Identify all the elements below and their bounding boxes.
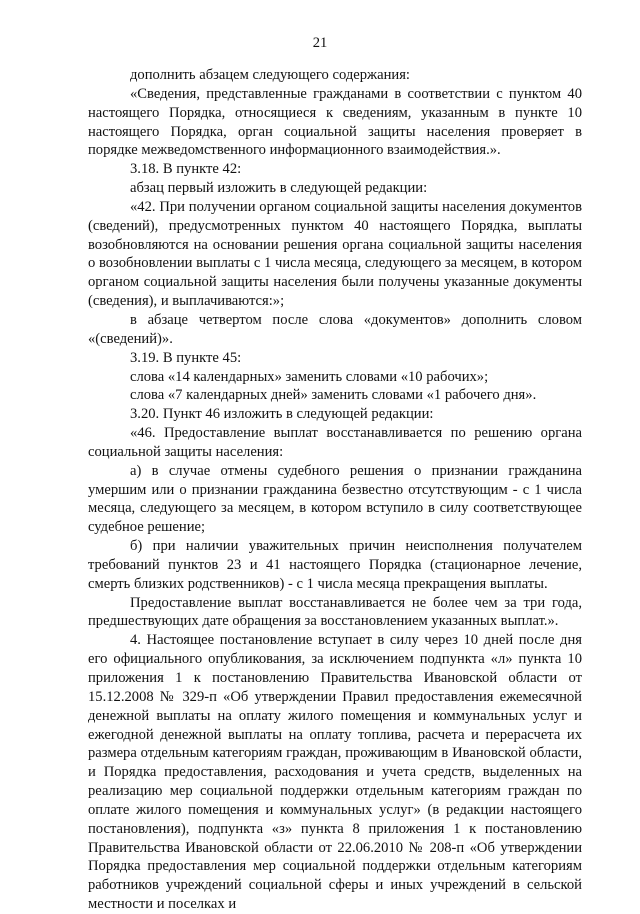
document-body: [88, 66, 582, 914]
paragraph: «46. Предоставление выплат восстанавливается по решению органа социальной защиты населения:: [88, 425, 582, 460]
paragraph: б) при наличии уважительных причин неисполнения получателем требований пунктов 23 и 41 настоящего Порядка (стационарное лечение, смерть близких родственников) - с 1 числа месяца прекращения выплаты.: [88, 538, 582, 592]
paragraph: 3.18. В пункте 42:: [130, 161, 242, 178]
paragraph: 4. Настоящее постановление вступает в силу через 10 дней после дня его официального опубликования, за исключением подпункта «л» пункта 10 приложения 1 к постановлению Правительства Ивановской области от 15.12.2008 № 329-п «Об утверждении Правил предоставления ежемесячной денежной выплаты на оплату жилого помещения и коммунальных услуг и ежегодной денежной выплаты на оплату топлива, расчета и перерасчета их размера отдельным категориям граждан, проживающим в Ивановской области, и Порядка предоставления, расходования и учета средств, выделенных на реализацию мер социальной поддержки отдельным категориям граждан по оплате жилого помещения и коммунальных услуг» (в редакции настоящего постановления), подпункта «з» пункта 8 приложения 1 к постановлению Правительства Ивановской области от 22.06.2010 № 208-п «Об утверждении Порядка предоставления мер социальной поддержки отдельным категориям работников учреждений социальной сферы и иных учреждений в сельской местности и поселках и: [88, 632, 582, 913]
paragraph: 3.20. Пункт 46 изложить в следующей редакции:: [130, 406, 434, 423]
page-number: 21: [312, 35, 328, 51]
paragraph: «42. При получении органом социальной защиты населения документов (сведений), предусмотренных пунктом 40 настоящего Порядка, выплаты возобновляются на основании решения органа социальной защиты населения о возобновлении выплаты с 1 числа месяца, следующего за месяцем, в котором органом социальной защиты населения были получены указанные документы (сведения), и выплачиваются:»;: [88, 198, 582, 310]
paragraph: Предоставление выплат восстанавливается не более чем за три года, предшествующих дате обращения за восстановлением указанных выплат.».: [88, 594, 582, 630]
paragraph: слова «14 календарных» заменить словами «10 рабочих»;: [130, 368, 489, 385]
paragraph: 3.19. В пункте 45:: [130, 349, 242, 366]
paragraph: дополнить абзацем следующего содержания:: [130, 67, 410, 83]
paragraph: абзац первый изложить в следующей редакции:: [130, 180, 428, 197]
paragraph: слова «7 календарных дней» заменить словами «1 рабочего дня».: [130, 387, 537, 404]
paragraph: а) в случае отмены судебного решения о признании гражданина умершим или о признании гражданина безвестно отсутствующим - с 1 числа месяца, следующего за месяцем, в котором вступило в силу соответствующее судебное решение;: [88, 462, 582, 536]
paragraph: «Сведения, представленные гражданами в соответствии с пунктом 40 настоящего Порядка, относящиеся к сведениям, указанным в пункте 10 настоящего Порядка, орган социальной защиты населения проверяет в порядке межведомственного информационного взаимодействия.».: [88, 85, 582, 159]
paragraph: в абзаце четвертом после слова «документов» дополнить словом «(сведений)».: [88, 311, 582, 347]
